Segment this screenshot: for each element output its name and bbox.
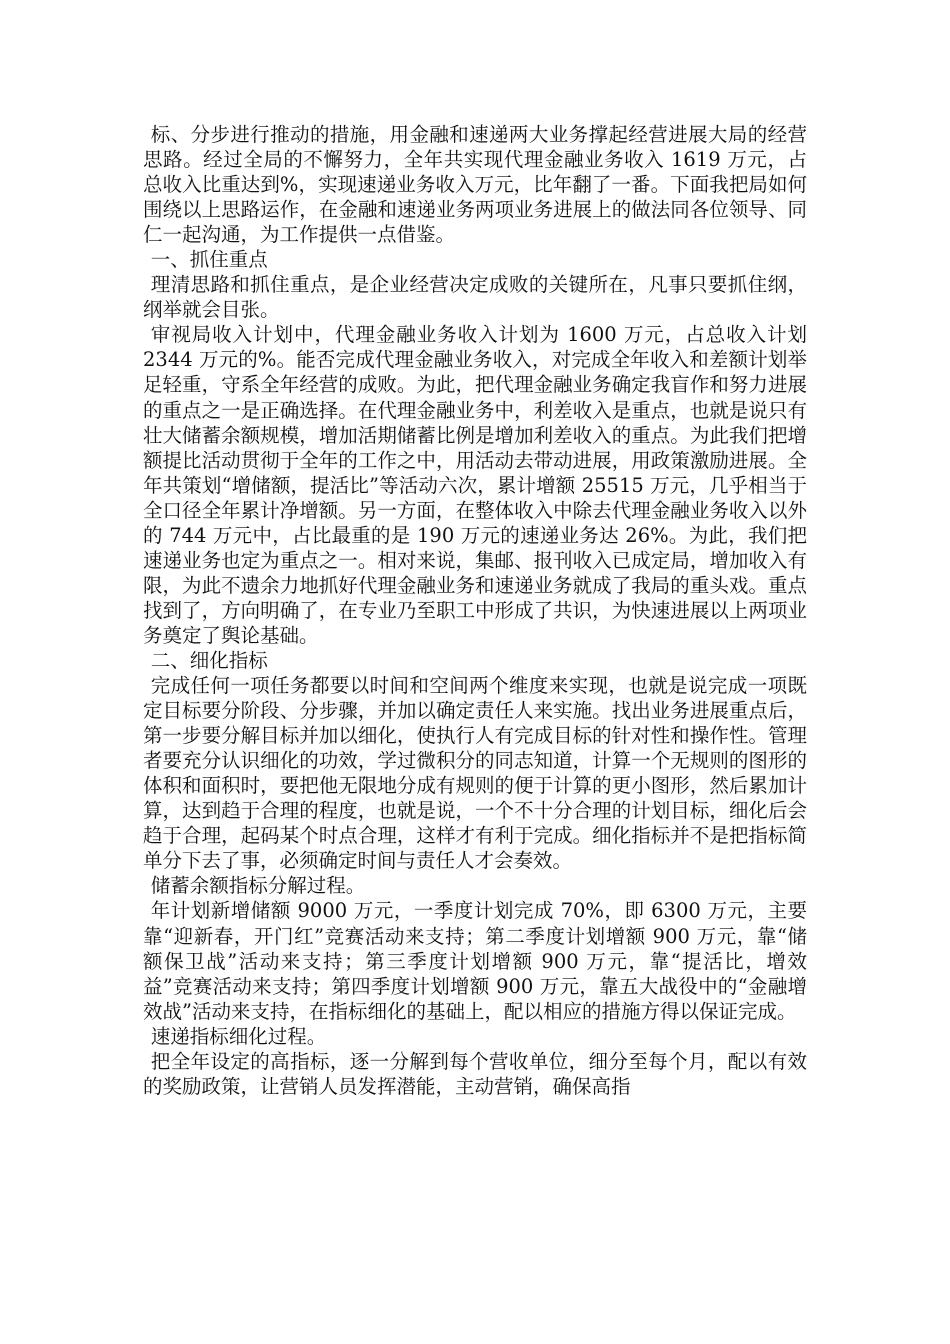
paragraph-revenue-plan: 审视局收入计划中，代理金融业务收入计划为 1600 万元，占总收入计划 2344 万元的%。能否完成代理金融业务收入，对完成全年收入和差额计划举足轻重，守系全年经营的成败。为此，把代理金融业务确定我盲作和努力进展的重点之一是正确选择。在代理金融业务中，利差收入是重点，也就是说只有壮大储蓄余额规模，增加活期储蓄比例是增加利差收入的重点。为此我们把增额提比活动贯彻于全年的工作之中，用活动去带动进展，用政策激励进展。全年共策划“增储额，提活比”等活动六次，累计增额 25515 万元，几乎相当于全口径全年累计净增额。另一方面，在整体收入中除去代理金融业务收入以外的 744 万元中，占比最重的是 190 万元的速递业务达 26%。为此，我们把速递业务也定为重点之一。相对来说，集邮、报刊收入已成定局，增加收入有限，为此不遗余力地抓好代理金融业务和速递业务就成了我局的重头戏。重点找到了，方向明确了，在专业乃至职工中形成了共识，为快速进展以上两项业务奠定了舆论基础。 [143, 323, 807, 647]
paragraph-savings-breakdown: 年计划新增储额 9000 万元，一季度计划完成 70%，即 6300 万元，主要靠“迎新春，开门红”竞赛活动来支持；第二季度计划增额 900 万元，靠“储额保卫战”活动来支持；第三季度计划增额 900 万元，靠“提活比，增效益”竞赛活动来支持；第四季度计划增额 900 万元，靠五大战役中的“金融增效战”活动来支持，在指标细化的基础上，配以相应的措施方得以保证完成。 [143, 899, 807, 1023]
paragraph-express-breakdown: 把全年设定的高指标，逐一分解到每个营收单位，细分至每个月，配以有效的奖励政策，让营销人员发挥潜能，主动营销，确保高指 [143, 1049, 807, 1098]
subheading-express: 速递指标细化过程。 [150, 1024, 327, 1048]
paragraph-refine-targets: 完成任何一项任务都要以时间和空间两个维度来实现，也就是说完成一项既定目标要分阶段、分步骤，并加以确定责任人来实施。找出业务进展重点后，第一步要分解目标并加以细化，使执行人有完成目标的针对性和操作性。管理者要充分认识细化的功效，学过微积分的同志知道，计算一个无规则的图形的体积和面积时，要把他无限地分成有规则的便于计算的更小图形，然后累加计算，达到趋于合理的程度，也就是说，一个不十分合理的计划目标，细化后会趋于合理，起码某个时点合理，这样才有利于完成。细化指标并不是把指标简单分下去了事，必须确定时间与责任人才会奏效。 [143, 674, 807, 873]
document-body [143, 122, 807, 1099]
section-heading-1: 一、抓住重点 [150, 248, 268, 272]
paragraph-intro-continued: 标、分步进行推动的措施，用金融和速递两大业务撑起经营进展大局的经营思路。经过全局的不懈努力，全年共实现代理金融业务收入 1619 万元，占总收入比重达到%，实现速递业务收入万元，比年翻了一番。下面我把局如何围绕以上思路运作，在金融和速递业务两项业务进展上的做法同各位领导、同仁一起沟通，为工作提供一点借鉴。 [143, 123, 807, 247]
subheading-savings: 储蓄余额指标分解过程。 [150, 874, 366, 898]
section-heading-2: 二、细化指标 [150, 648, 268, 672]
paragraph-key-points: 理清思路和抓住重点，是企业经营决定成败的关键所在，凡事只要抓住纲，纲举就会目张。 [143, 273, 807, 322]
